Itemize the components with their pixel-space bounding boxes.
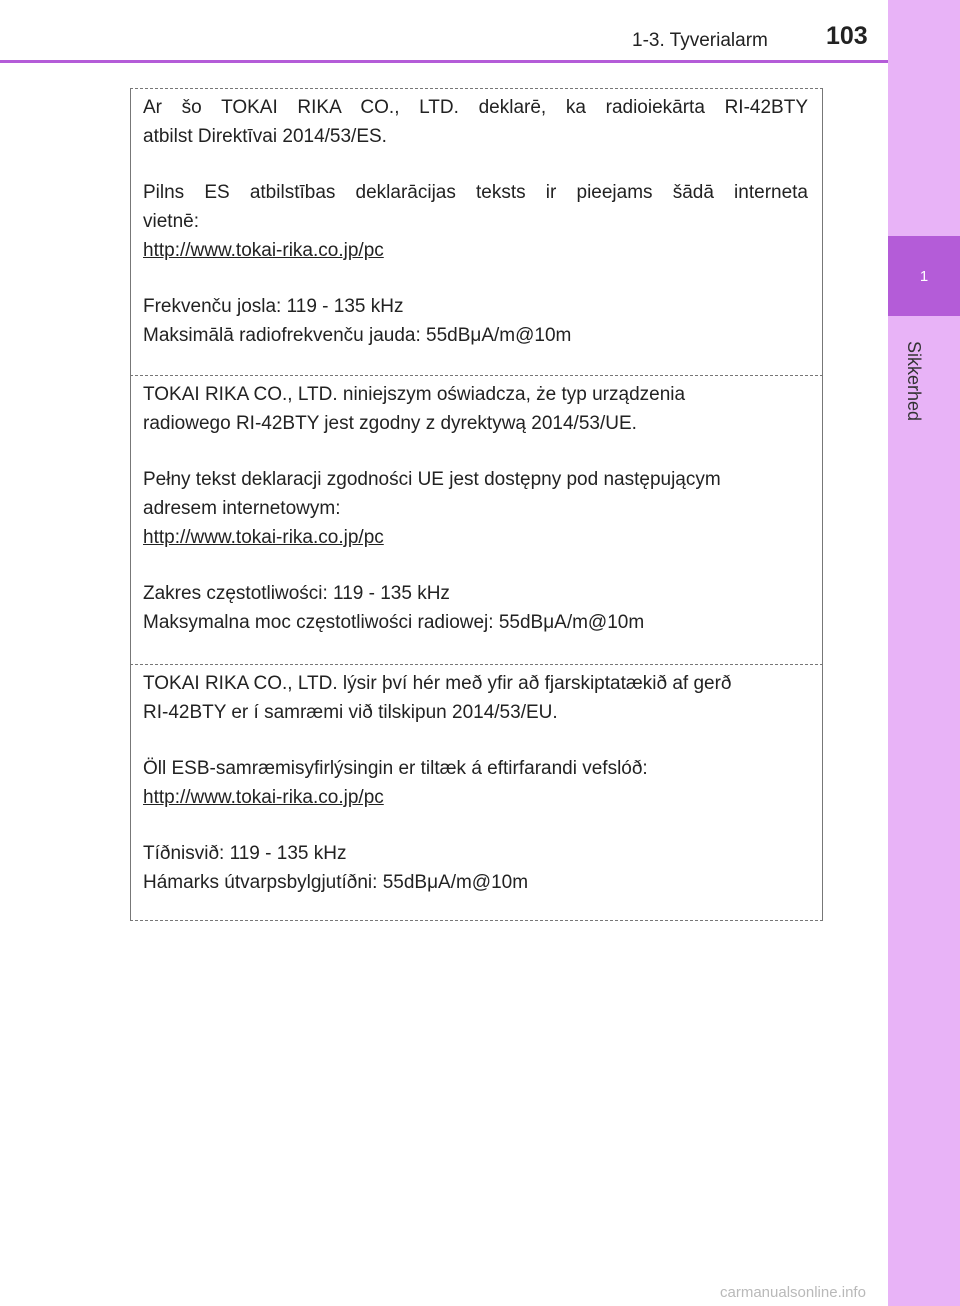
intro-line: RI-42BTY er í samræmi við tilskipun 2014/53/EU. (143, 702, 558, 723)
section-title: 1-3. Tyverialarm (632, 30, 768, 51)
declaration-link[interactable]: http://www.tokai-rika.co.jp/pc (143, 787, 384, 808)
chapter-tab[interactable] (888, 236, 960, 316)
intro-line: TOKAI RIKA CO., LTD. niniejszym oświadcza, że typ urządzenia (143, 384, 686, 405)
text-line: Pełny tekst deklaracji zgodności UE jest dostępny pod następującym (143, 469, 721, 490)
sidebar-strip (888, 0, 960, 1306)
intro-line: radiowego RI-42BTY jest zgodny z dyrektywą 2014/53/UE. (143, 413, 637, 434)
spec-line: Maksimālā radiofrekvenču jauda: 55dBμA/m@10m (143, 325, 572, 346)
intro-line: atbilst Direktīvai 2014/53/ES. (143, 126, 387, 147)
text-line: Öll ESB-samræmisyfirlýsingin er tiltæk á eftirfarandi vefslóð: (143, 758, 648, 779)
declaration-box-latvian (130, 88, 823, 375)
watermark: carmanualsonline.info (720, 1284, 866, 1301)
spec-line: Tíðnisvið: 119 - 135 kHz (143, 843, 347, 864)
header-rule (0, 60, 888, 63)
spec-line: Zakres częstotliwości: 119 - 135 kHz (143, 583, 450, 604)
page-number: 103 (826, 22, 868, 50)
spec-line: Hámarks útvarpsbylgjutíðni: 55dBμA/m@10m (143, 872, 529, 893)
text-line: Pilns ES atbilstības deklarācijas teksts ir pieejams šādā interneta (143, 182, 808, 203)
chapter-title: Sikkerhed (904, 340, 924, 422)
declaration-link[interactable]: http://www.tokai-rika.co.jp/pc (143, 240, 384, 261)
text-line: vietnē: (143, 211, 199, 232)
declaration-link[interactable]: http://www.tokai-rika.co.jp/pc (143, 527, 384, 548)
intro-line: TOKAI RIKA CO., LTD. lýsir því hér með yfir að fjarskiptatækið af gerð (143, 673, 732, 694)
declaration-box-icelandic (130, 665, 823, 921)
spec-line: Maksymalna moc częstotliwości radiowej: 55dBμA/m@10m (143, 612, 645, 633)
text-line: adresem internetowym: (143, 498, 341, 519)
chapter-number: 1 (919, 267, 929, 285)
intro-line: Ar šo TOKAI RIKA CO., LTD. deklarē, ka radioiekārta RI-42BTY (143, 97, 808, 118)
spec-line: Frekvenču josla: 119 - 135 kHz (143, 296, 404, 317)
declaration-box-polish (130, 376, 823, 664)
